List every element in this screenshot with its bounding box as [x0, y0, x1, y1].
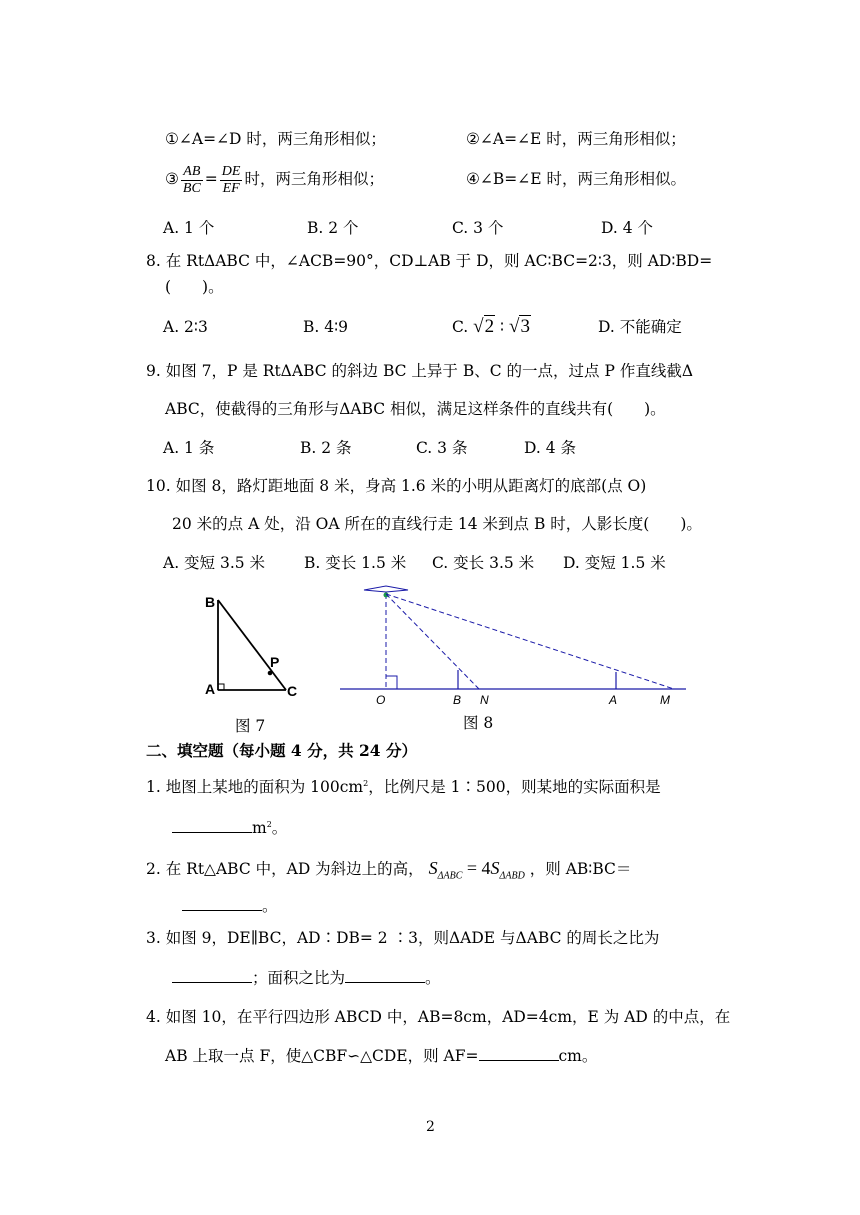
label-c: C: [287, 683, 298, 699]
q7-option-2: ②∠A=∠E 时，两三角形相似；: [466, 130, 686, 148]
ratio-sign: ∶: [500, 318, 505, 336]
q7-choice-c: C. 3 个: [452, 219, 504, 237]
answer-blank[interactable]: [479, 1046, 559, 1061]
fill-4-line-1: 4. 如图 10，在平行四边形 ABCD 中，AB=8cm，AD=4cm，E 为 AD 的中点，在: [146, 1008, 731, 1026]
subscript: ΔABD: [499, 870, 525, 882]
sqrt-2: √2: [473, 316, 495, 337]
figure-7: [200, 590, 320, 705]
fill-3-mid-text: ；面积之比为: [252, 969, 346, 987]
ray-to-n: [386, 594, 479, 689]
figure-8: [338, 580, 690, 710]
q10-choice-c: C. 变长 3.5 米: [432, 554, 535, 572]
superscript: 2: [266, 820, 272, 829]
fill-3-line-1: 3. 如图 9，DE∥BC，AD∶DB= 2 ∶3，则ΔADE 与ΔABC 的周长之比为: [146, 929, 660, 947]
side-bc: [218, 600, 286, 690]
area-formula: [428, 858, 525, 882]
sqrt-3: √3: [509, 316, 530, 337]
period: 。: [271, 819, 288, 838]
q7-option-3: [165, 160, 384, 198]
period: 。: [262, 897, 278, 915]
answer-blank-area[interactable]: [345, 968, 425, 983]
q7-choice-a: A. 1 个: [163, 219, 215, 237]
symbol-s: S: [490, 858, 500, 878]
fill-1-text-a: 1. 地图上某地的面积为 100cm: [146, 778, 364, 797]
label-n: N: [480, 693, 489, 707]
q7-choice-d: D. 4 个: [601, 219, 654, 237]
fill-1-line-1: [146, 774, 661, 797]
q8-choice-b: B. 4∶9: [303, 318, 349, 336]
fraction-de-ef: [220, 164, 243, 197]
figure-8-caption: 图 8: [463, 714, 494, 732]
fill-2-text-a: 2. 在 Rt△ABC 中，AD 为斜边上的高，: [146, 860, 424, 878]
q9-line-1: 9. 如图 7，P 是 RtΔABC 的斜边 BC 上异于 B、C 的一点，过点 P 作直线截Δ: [146, 362, 694, 380]
q10-line-1: 10. 如图 8，路灯距地面 8 米，身高 1.6 米的小明从距离灯的底部(点 O): [146, 477, 647, 495]
q8-choice-d: D. 不能确定: [598, 318, 682, 336]
q7-option-3-prefix: ③: [165, 170, 179, 188]
lamp-icon: [364, 586, 408, 592]
fraction-ab-bc: [181, 164, 203, 197]
label-a: A: [609, 693, 618, 707]
q10-choice-a: A. 变短 3.5 米: [163, 554, 266, 572]
figure-7-caption: 图 7: [235, 717, 266, 735]
fill-2-line-1: [146, 856, 631, 889]
label-b: B: [205, 594, 216, 610]
period: 。: [425, 969, 441, 987]
q8-stem: 8. 在 RtΔABC 中，∠ACB=90°，CD⊥AB 于 D，则 AC∶BC=2∶3，则 AD∶BD=: [146, 252, 713, 270]
subscript: ΔABC: [437, 870, 463, 882]
q9-line-2: ABC，使截得的三角形与ΔABC 相似，满足这样条件的直线共有( )。: [165, 400, 666, 418]
q9-choice-b: B. 2 条: [300, 439, 352, 457]
q7-option-1: ①∠A=∠D 时，两三角形相似；: [165, 130, 386, 148]
q10-choice-b: B. 变长 1.5 米: [304, 554, 407, 572]
q10-line-2: 20 米的点 A 处，沿 OA 所在的直线行走 14 米到点 B 时，人影长度( )。: [172, 515, 702, 533]
frac-num: AB: [181, 164, 203, 181]
label-a: A: [205, 681, 216, 697]
superscript: 2: [363, 779, 369, 788]
answer-blank[interactable]: [172, 818, 252, 833]
right-angle-mark: [386, 676, 397, 689]
q7-option-3-suffix: 时，两三角形相似；: [244, 170, 384, 188]
fill-4-line-2: [165, 1046, 597, 1066]
frac-den: EF: [222, 180, 240, 196]
page-number: 2: [426, 1119, 435, 1135]
fill-4-text-a: AB 上取一点 F，使△CBF∽△CDE，则 AF=: [165, 1047, 479, 1065]
frac-num: DE: [221, 163, 241, 179]
fill-2-line-2: [182, 896, 278, 916]
section-title: 二、填空题（每小题 4 分，共 24 分）: [146, 741, 417, 760]
fill-1-line-2: [172, 815, 287, 838]
q8-choice-c-label: C.: [452, 318, 469, 336]
q9-choice-d: D. 4 条: [524, 439, 577, 457]
point-p: [268, 671, 273, 676]
fill-4-text-b: cm。: [558, 1047, 598, 1065]
ray-to-m: [386, 594, 674, 689]
answer-blank-perimeter[interactable]: [172, 968, 252, 983]
equals-four: = 4: [462, 858, 491, 878]
label-m: M: [660, 693, 670, 707]
equals-sign: =: [204, 170, 218, 188]
q8-paren: ( )。: [165, 278, 224, 296]
unit: m: [252, 819, 267, 838]
q8-choice-a: A. 2∶3: [163, 318, 208, 336]
q10-choice-d: D. 变短 1.5 米: [563, 554, 666, 572]
fill-2-text-b: ，则 AB∶BC＝: [529, 860, 632, 878]
frac-den: BC: [182, 180, 201, 196]
q9-choice-a: A. 1 条: [163, 439, 215, 457]
q7-option-4: ④∠B=∠E 时，两三角形相似。: [466, 170, 686, 188]
label-b: B: [453, 693, 462, 707]
fill-3-line-2: [172, 968, 441, 988]
q7-choice-b: B. 2 个: [307, 219, 359, 237]
q9-choice-c: C. 3 条: [416, 439, 468, 457]
q8-choice-c: [452, 317, 531, 337]
fill-1-text-b: ，比例尺是 1∶500，则某地的实际面积是: [368, 778, 661, 797]
symbol-s: S: [428, 858, 438, 878]
label-o: O: [376, 693, 386, 707]
label-p: P: [270, 654, 280, 670]
answer-blank[interactable]: [182, 896, 262, 911]
